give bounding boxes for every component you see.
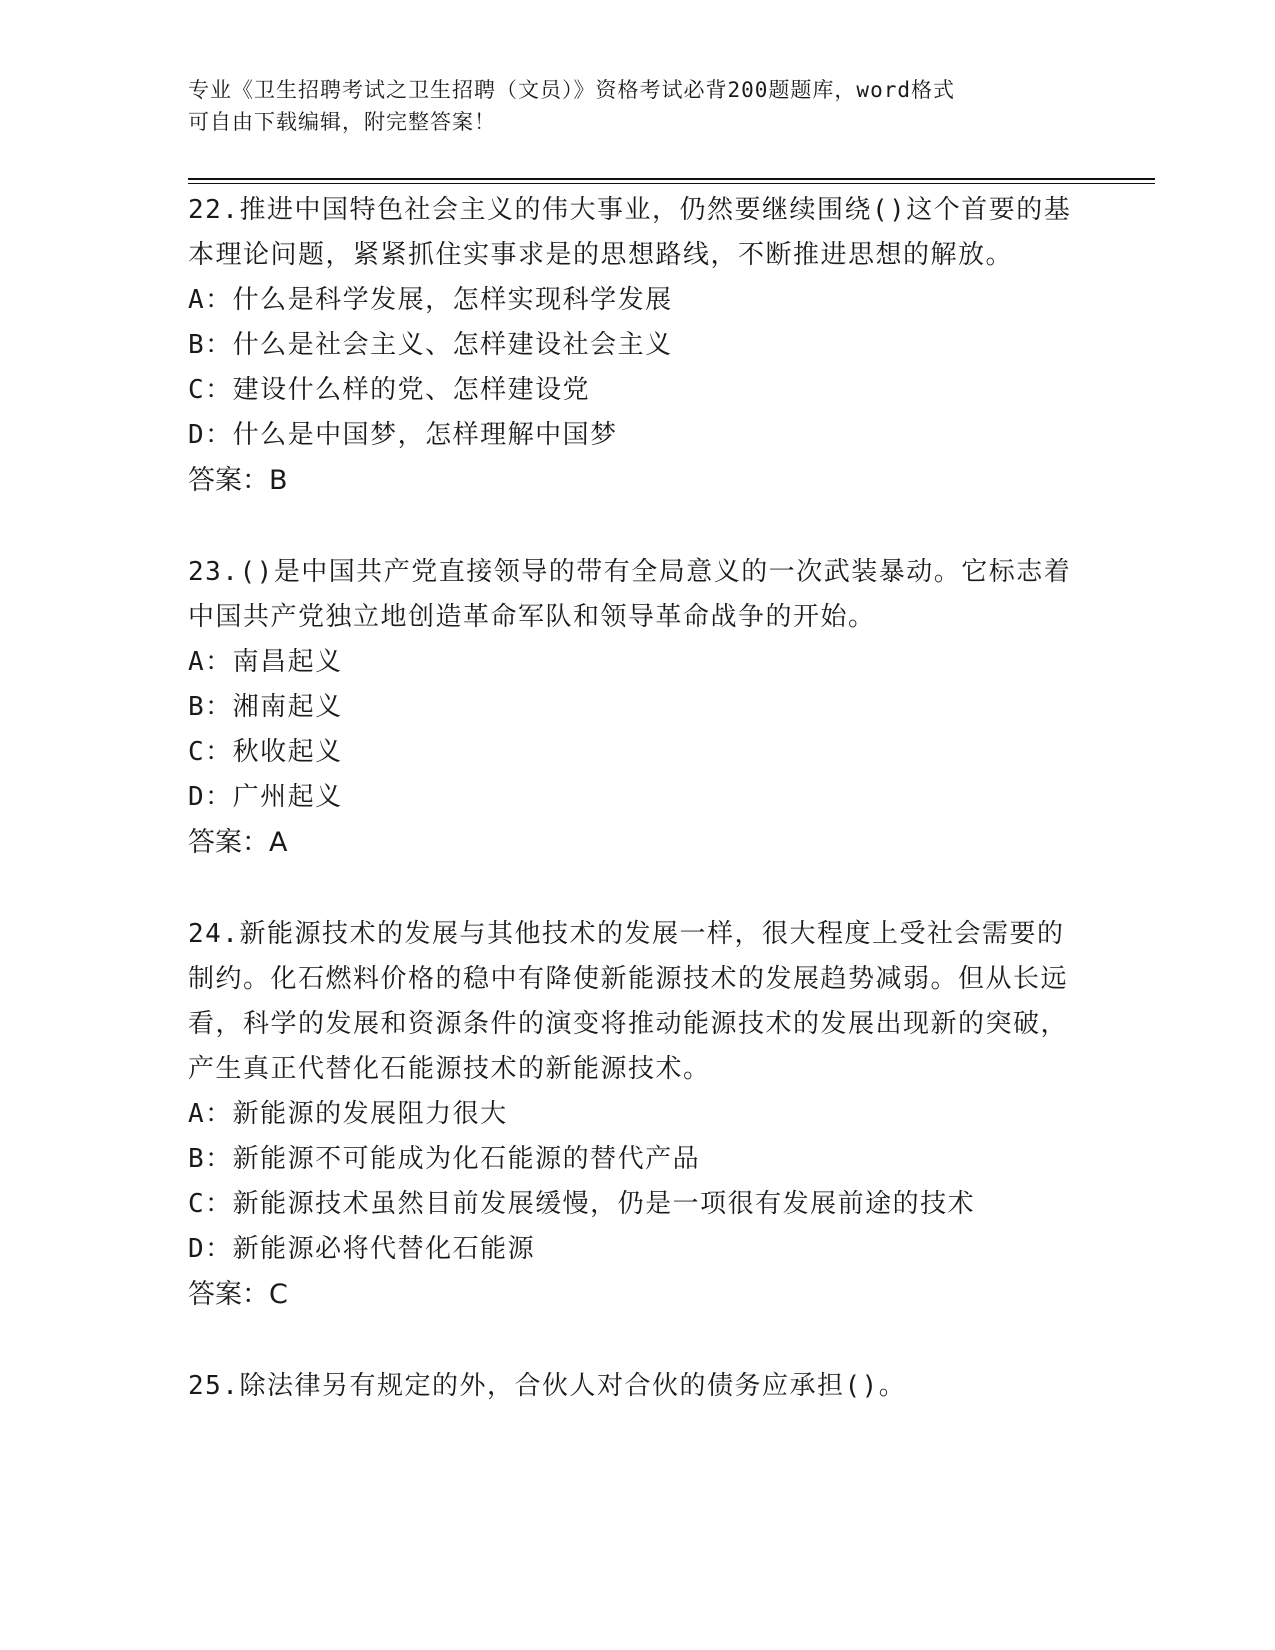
option-c: C：秋收起义 <box>188 737 343 767</box>
header-line-2: 可自由下载编辑，附完整答案！ <box>188 110 496 134</box>
option-d: D：新能源必将代替化石能源 <box>188 1234 536 1264</box>
question-spacer <box>188 865 1088 912</box>
option-b: B：湘南起义 <box>188 692 343 722</box>
answer-line: 答案：A <box>188 827 288 858</box>
question-text: 23.()是中国共产党直接领导的带有全局意义的一次武装暴动。它标志着中国共产党独立地创造革命军队和领导革命战争的开始。 <box>188 557 1072 632</box>
option-d: D：广州起义 <box>188 782 343 812</box>
option-b: B：什么是社会主义、怎样建设社会主义 <box>188 330 673 360</box>
question-spacer <box>188 1317 1088 1364</box>
answer-line: 答案：B <box>188 465 288 496</box>
option-c: C：新能源技术虽然目前发展缓慢，仍是一项很有发展前途的技术 <box>188 1189 976 1219</box>
option-b: B：新能源不可能成为化石能源的替代产品 <box>188 1144 701 1174</box>
header-line-1: 专业《卫生招聘考试之卫生招聘（文员）》资格考试必背200题题库，word格式 <box>188 78 955 102</box>
question-24 <box>188 912 1088 1317</box>
question-23 <box>188 550 1088 865</box>
answer-line: 答案：C <box>188 1279 288 1310</box>
option-a: A：什么是科学发展，怎样实现科学发展 <box>188 285 673 315</box>
document-header <box>188 74 1088 138</box>
option-c: C：建设什么样的党、怎样建设党 <box>188 375 591 405</box>
question-25 <box>188 1364 1088 1409</box>
option-d: D：什么是中国梦，怎样理解中国梦 <box>188 420 618 450</box>
header-divider-thick <box>188 178 1155 180</box>
option-a: A：南昌起义 <box>188 647 343 677</box>
question-list <box>188 188 1088 1409</box>
question-text: 22.推进中国特色社会主义的伟大事业，仍然要继续围绕()这个首要的基本理论问题，紧紧抓住实事求是的思想路线，不断推进思想的解放。 <box>188 195 1072 270</box>
option-a: A：新能源的发展阻力很大 <box>188 1099 508 1129</box>
question-text: 24.新能源技术的发展与其他技术的发展一样，很大程度上受社会需要的制约。化石燃料价格的稳中有降使新能源技术的发展趋势减弱。但从长远看，科学的发展和资源条件的演变将推动能源技术的发展出现新的突破，产生真正代替化石能源技术的新能源技术。 <box>188 919 1069 1084</box>
header-divider-thin <box>188 183 1155 184</box>
question-22 <box>188 188 1088 503</box>
question-text: 25.除法律另有规定的外，合伙人对合伙的债务应承担()。 <box>188 1371 907 1401</box>
question-spacer <box>188 503 1088 550</box>
